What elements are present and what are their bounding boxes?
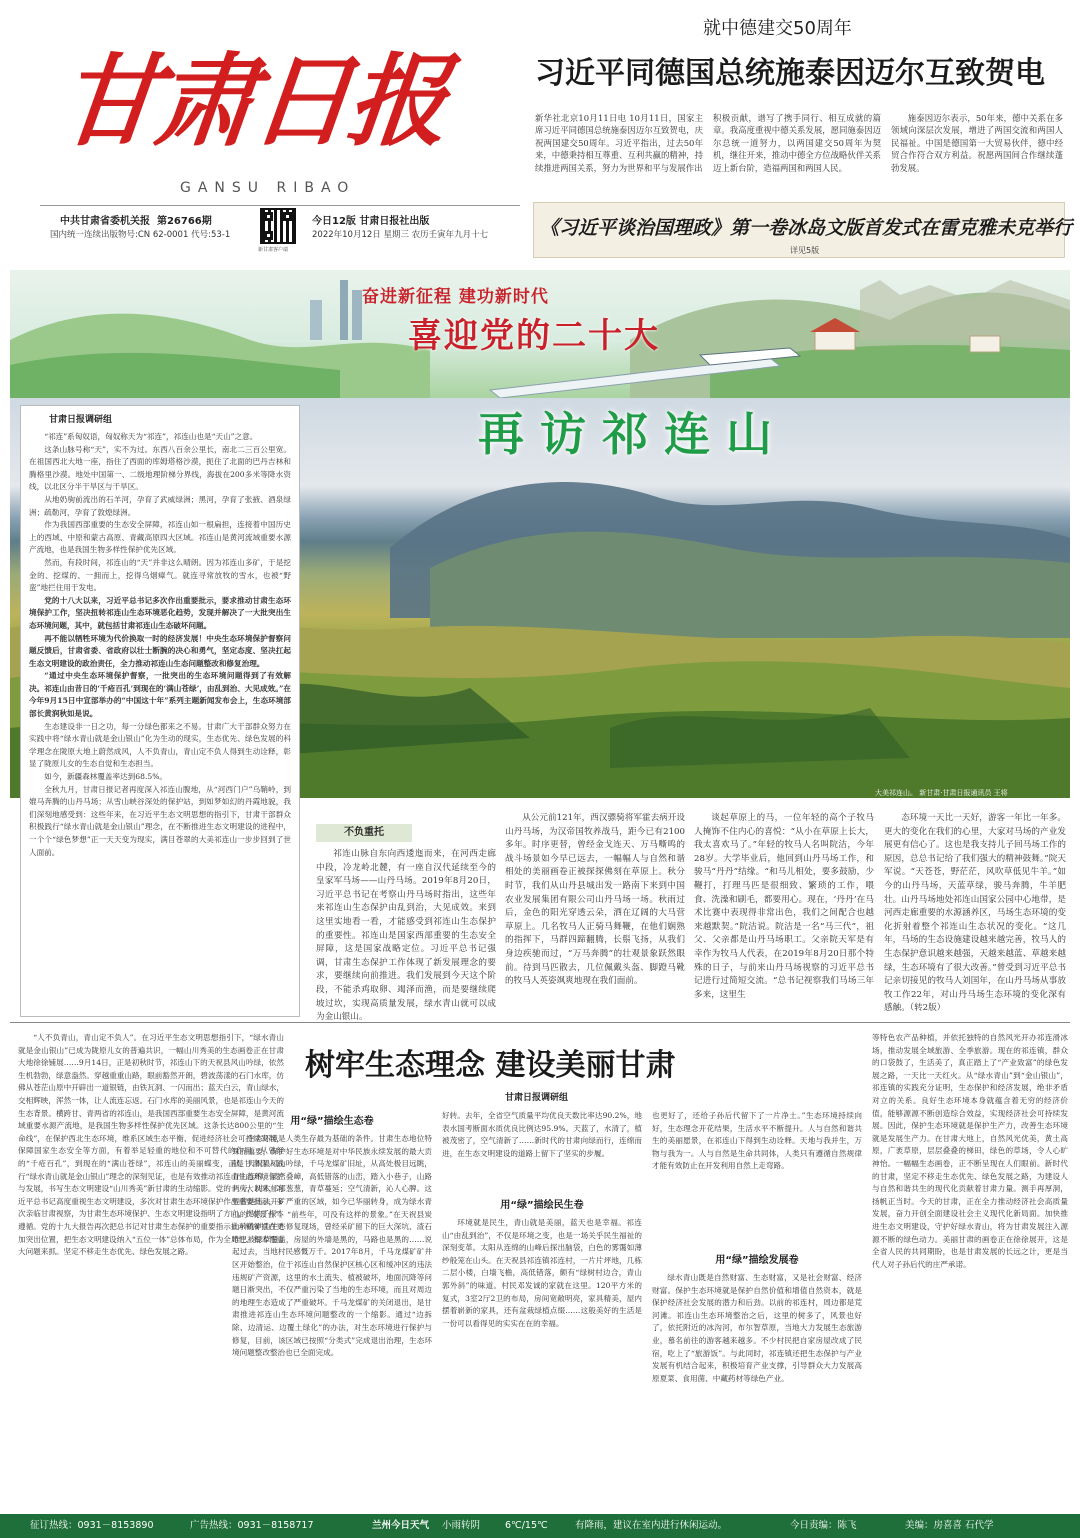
feature-subhead bbox=[316, 824, 412, 842]
cn-code: 国内统一连续出版物号:CN 62-0001 代号:53-1 bbox=[50, 230, 231, 240]
subhead-label: 不负重托 bbox=[344, 827, 384, 838]
section-divider bbox=[10, 1022, 1070, 1023]
weather-condition: 小雨转阴 bbox=[442, 1520, 481, 1531]
col3-text bbox=[442, 1217, 642, 1507]
org-name: 中共甘肃省委机关报 bbox=[60, 216, 150, 227]
photo-caption: 大美祁连山。 新甘肃·甘肃日报通讯员 王将 bbox=[875, 789, 1008, 797]
top-story-text-3: 施泰因迈尔表示，50年来，德中关系在多领域向深层次发展，增进了两国交流和两国人民福祉。中国是德国第一大贸易伙伴，德中经贸合作符合双方利益。祝愿两国间合作继续蓬勃发展。 bbox=[891, 113, 1063, 173]
top-story-col3 bbox=[891, 112, 1063, 192]
feature-col4 bbox=[884, 812, 1066, 1015]
feature-col2 bbox=[505, 812, 685, 1015]
lower-right-text: 等特色农产品种植，并依托独特的自然风光开办祁连滑冰场，推动发展全域旅游、全季旅游。现在的祁连镇，群众的口袋鼓了，生活美了，真正踏上了“产业致富”的绿色发展之路，一天比一天红火。从“绿水青山”到“金山银山”，祁连镇的实践充分证明，生态保护和经济发展，绝非矛盾对立的关系。良好生态环境本身就蕴含着无穷的经济价值，能够源源不断创造综合效益，实现经济社会可持续发展。因此，保护生态环境就是保护生产力，改善生态环境就是发展生产力。在甘肃大地上，自然风光优美，黄土高原，广袤草原，层层叠叠的梯田，绿色的草场，令人心旷神怡。一幅幅生态画卷，正不断呈现在人们眼前。新时代的甘肃，坚定不移走生态优先、绿色发展之路，为建设人与自然和谐共生的现代化贡献着甘肃力量。测手再厚洞，扬帆正当时。今天的甘肃，正在全力推动经济社会高质量发展，奋力开创全面建设社会主义现代化新局面。加快推进生态文明建设，守护好绿水青山，将为甘肃发展注入源源不断的绿色动力。美丽甘肃的画卷正在徐徐展开，这是全省人民的共同期盼，也是甘肃发展的长远之计，更是当代人对子孙后代的庄严承诺。 bbox=[872, 1033, 1068, 1269]
intro-para-4: 作为我国西部重要的生态安全屏障，祁连山如一根扁担，连接着中国历史上的西域、中原和蒙古高原、青藏高原四大区域。祁连山是黄河流域重要水源产流地，也是我国生物多样性保护优先区域。 bbox=[29, 520, 291, 555]
col3-top-para: 好转。去年，全省空气质量平均优良天数比率达90.2%，地表水国考断面水质优良比例达95.9%。天蓝了，水清了，植被茂密了，空气清新了……新时代的甘肃向绿而行，连绵而进，在生态文明建设的道路上留下了坚实的步履。 bbox=[442, 1111, 642, 1158]
ad-hotline: 广告热线：0931－8158717 bbox=[190, 1520, 314, 1531]
editor: 今日责编：陈飞 bbox=[790, 1520, 857, 1531]
intro-para-8: “通过中央生态环境保护督察，一批突出的生态环境问题得到了有效解决。祁连山由昔日的‘千疮百孔’到现在的‘满山苍绿’，由乱到治、大见成效。”在今年9月15日中宣部举办的“中国这十年”系列主题新闻发布会上，生态环境部部长黄润秋如是说。 bbox=[29, 671, 291, 719]
issue-number: 第26766期 bbox=[156, 216, 212, 227]
intro-para-5: 然而，有段时间，祁连山的“天”并非这么晴朗。因为祁连山多矿，于是挖金的、挖煤的、一拥而上，挖得乌烟瘴气。就连寻常放牧的雪水，也被“野蛮”地拦住用于发电。 bbox=[29, 557, 291, 593]
lower-byline: 甘肃日报调研组 bbox=[505, 1093, 569, 1103]
intro-para-7: 再不能以牺牲环境为代价换取一时的经济发展！中央生态环境保护督察问题反馈后，甘肃省委、省政府以壮士断腕的决心和勇气，坚定态度、坚决扛起生态文明建设的政治责任，全力推动祁连山生态问题整改和修复治理。 bbox=[29, 633, 291, 668]
col2-text bbox=[232, 1133, 432, 1505]
lower-col4 bbox=[652, 1110, 862, 1510]
weather-label: 兰州今日天气 bbox=[372, 1520, 430, 1531]
lower-headline[interactable]: 树牢生态理念 建设美丽甘肃 bbox=[305, 1048, 676, 1083]
feature-byline: 甘肃日报调研组 bbox=[49, 415, 113, 425]
col4-top-para: 也更好了，还给子孙后代留下了一片净土。”生态环境持续向好，生态理念开花结果，生活水平不断提升。人与自然和谐共生的美丽愿景，在祁连山下得到生动诠释。天地与我并生，万物与我为一。人与自然是生命共同体，人类只有遵循自然规律才能有效防止在开发利用自然上走弯路。 bbox=[652, 1111, 862, 1171]
top-story bbox=[535, 0, 1070, 200]
second-story-ref: 详见5版 bbox=[790, 246, 820, 255]
feature-text-2: 从公元前121年，西汉骠骑将军霍去病开设山丹马场，为汉帝国牧养战马，距今已有2100多年。时序更替，曾经金戈连天、万马嘶鸣的战斗场景如今早已远去，一幅幅人与自然和谐相处的美丽画卷正被探探佛刻在草原上。秋分时节，我们从山丹县城出发一路南下来到中国农业发展集团有限公司山丹马场一场。秋雨过后，金色的阳光穿透云朵，洒在辽阔的大马营草原上。几名牧马人正骑马舞鞭，在他们娴熟的指挥下，马群四蹄翻腾，长鬃飞扬，从我们身边疾驰而过，“万马奔腾”的壮观景象跃然眼前。待到马匹散去，几位佩戴头盔、脚蹬马靴的牧马人英姿飒爽地现在我们面前。 bbox=[505, 813, 685, 987]
top-story-headline[interactable]: 习近平同德国总统施泰因迈尔互致贺电 bbox=[535, 56, 1045, 91]
subscription-hotline: 征订热线：0931－8153890 bbox=[30, 1520, 154, 1531]
top-story-kicker: 就中德建交50周年 bbox=[703, 18, 852, 39]
party-banner bbox=[10, 270, 1070, 398]
masthead bbox=[0, 0, 530, 265]
feature-intro-text bbox=[29, 431, 291, 1009]
intro-para-9: 生态建设非一日之功，每一分绿色都来之不易。甘肃广大干部群众努力在实践中将“绿水青山就是金山银山”化为生动的现实，生态优先、绿色发展的科学理念在陇原大地上蔚然成风，人不负青山，青山定不负人得到生动诠释，彰显了陇原儿女的生态自觉和生态担当。 bbox=[29, 721, 291, 769]
intro-para-6: 党的十八大以来，习近平总书记多次作出重要批示，要求推动甘肃生态环境保护工作，坚决扭转祁连山生态环境恶化趋势，发现并解决了一大批突出生态环境问题，其中，就包括甘肃祁连山生态破坏问题。 bbox=[29, 595, 291, 630]
banner-slogan: 奋进新征程 建功新时代 bbox=[362, 287, 549, 307]
intro-para-11: 全秋九月，甘肃日报记者再度深入祁连山腹地，从“河西门户”乌鞘岭，到媲马奔腾的山丹马场；从雪山峡谷深处的保护站，到如梦如幻的丹霞地貌，我们深刻地感受到：这些年来，在习近平生态文明思想的指引下，甘肃干部群众积极践行“绿水青山就是金山银山”理念，在不断推进生态文明建设的进程中，一个个“绿色梦想”正一天天变为现实，满目苍翠的大美祁连山一步步回到了世人面前。 bbox=[29, 784, 291, 857]
qr-label: 新甘肃客户端 bbox=[258, 247, 289, 253]
feature-intro-box bbox=[20, 405, 300, 1017]
masthead-title: 甘肃日报 bbox=[53, 42, 451, 160]
second-story[interactable] bbox=[533, 202, 1073, 258]
second-story-headline: 《习近平谈治国理政》第一卷冰岛文版首发式在雷克雅未克举行 bbox=[540, 217, 1073, 239]
issue-date: 2022年10月12日 星期三 农历壬寅年九月十七 bbox=[312, 230, 489, 240]
intro-para-2: 这条山脉号称“天”，实不为过。东西八百余公里长，南北二三百公里宽。在祖国西北大地一座，指住了西面的库姆塔格沙漠，扼住了北面的巴丹吉林和腾格里沙漠。地处中国第一、二级地理阶梯分界线，海拔在200多米等降水资线，以北区分半干旱区与干旱区。 bbox=[29, 444, 291, 492]
feature-col3 bbox=[694, 812, 874, 1015]
masthead-divider bbox=[40, 205, 520, 206]
feature-text-1: 祁连山脉自东向西逶迤而来，在河西走廊中段，冷龙岭北麓，有一座自汉代延续至今的皇家军马场——山丹马场。2019年8月20日，习近平总书记在考察山丹马场时指出，这些年来祁连山生态保护由乱到治，大见成效。来到这里实地看一看，才能感受到祁连山生态保护的重要性。祁连山是国家西部重要的生态安全屏障，这是国家战略定位。习近平总书记强调，甘肃生态保护工作体现了新发展理念的要求，要继续向前推进。我们发展到今天这个阶段，不能杀鸡取卵、竭泽而渔，而是要继续爬坡过坎，实现高质量发展，绿水青山就可以成为金山银山。 bbox=[316, 849, 496, 1023]
intro-para-3: 从地奶驹前流出的石羊河，孕育了武威绿洲；黑河，孕育了张掖、酒泉绿洲；疏勒河，孕育了敦煌绿洲。 bbox=[29, 494, 291, 517]
col4-top-text bbox=[652, 1110, 862, 1245]
top-story-col1 bbox=[535, 112, 703, 192]
col3-para: 环境就是民生，青山就是美丽，蓝天也是幸福。祁连山“由乱到治”，不仅是环境之变，也是一场关乎民生福祉的深刻变革。太阳从连绵的山峰后探出脑袋，白色的雾霭如薄纱般笼在山头。在天祝县祁连镇祁连村，一片片坪地，几栋二层小楼，白墙飞檐，高低错落，颇有“绿树村边合，青山郭外斜”的味道。村民邓发诚的家就在这里。120平方米的复式，3室2厅2卫的布局，房间宽敞明亮，家具精美，屋内摆着崭新的家具，还有盆栽绿植点缀……这般美好的生活是一份可以看得见的实实在在的幸福。 bbox=[442, 1218, 642, 1328]
col2-para: 生态环境是人类生存最为基础的条件。甘肃生态地位特殊而重要，保护好生态环境是对中华民族永续发展的最大贡献。天祝县风山吟绿，千马龙煤矿旧址，从高处极目远眺，青山连绵，层峦叠嶂，高低错落的山峦，踏入小巷子，山路两旁，树木郁郁葱葱，青草蔓延；空气清新，沁人心脾。这里曾是违法开矿严重的区域，如今已华丽转身，成为绿水青山的“观景台”。“前些年，可没有这样的景象。”在天祝县炭山岭的矿山生态修复现场，曾经采矿留下的巨大深坑、渣石堆已被绿草覆盖，房屋的外墙是黑的，马路也是黑的……说起过去，当地村民感慨万千。2017年8月，千马龙煤矿矿井区开始整治，位于祁连山自然保护区核心区和缓冲区的违法违规矿产资源，这里的水土流失、植被破坏，地面沉降等问题日渐突出，不仅严重污染了当地的生态环境，而且对周边的地理生态造成了严重破坏。千马龙煤矿的关闭退出，是甘肃推进祁连山生态环境问题整改的一个缩影。通过“边拆除、边清运、边覆土绿化”的办法，对生态环境进行保护与修复，目前，该区域已按照“分类式”完成退出治理，生态环境问题整改整治也已全面完成。 bbox=[232, 1134, 432, 1358]
top-story-text-2: 积极贡献，谱写了携手同行、相互成就的篇章。我高度重视中德关系发展，愿同施泰因迈尔总统一道努力，以两国建交50周年为契机，继往开来，推动中德全方位战略伙伴关系迈上新台阶，造福两国和两国人民。 bbox=[713, 113, 881, 173]
col3-head: 用“绿”描绘民生卷 bbox=[500, 1200, 584, 1211]
col2-head: 用“绿”描绘生态卷 bbox=[290, 1116, 374, 1127]
weather-temp: 6℃/15℃ bbox=[505, 1520, 548, 1531]
lower-col2 bbox=[232, 1110, 432, 1510]
masthead-org bbox=[60, 212, 212, 227]
designers: 美编：房喜喜 石代学 bbox=[905, 1520, 994, 1531]
feature-col1 bbox=[316, 848, 496, 1023]
col4-head: 用“绿”描绘发展卷 bbox=[715, 1255, 799, 1266]
pages-info: 今日12版 甘肃日报社出版 bbox=[312, 216, 430, 227]
col4-text bbox=[652, 1272, 862, 1507]
lower-right-col bbox=[872, 1032, 1068, 1507]
top-story-col2 bbox=[713, 112, 881, 192]
lower-left-text: “人不负青山，青山定不负人”。在习近平生态文明思想指引下，“绿水青山就是金山银山”已成为陇原儿女的普遍共识，一幅山川秀美的生态画卷正在甘肃大地徐徐铺展……9月14日，正是初秋时节，祁连山下的天祝县风山吟绿，依然生机勃勃，绿意盎然。穿越重重山路，眼前豁然开朗，碧波荡漾的石门水库，仿佛从苍茫山原中开辟出一道银链，由铁瓦洞、一闪而出；蓝天白云，青山绿水，交相辉映，浑然一体，让人流连忘返。石门水库的美丽风景，也是祁连山今天的生态背景。横跨甘、青两省的祁连山，是我国西部重要生态安全屏障，是黄河流域重要水源产流地，是我国生物多样性保护优先区域。这条长达800公里的“生命线”，在保护西北生态环境，维系区域生态平衡、促进经济社会可持续发展，保障国家生态安全等方面，有着举足轻重的地位和不可替代的作用。从曾经的“千疮百孔”，到现在的“满山苍绿”，祁连山的美丽蝶变，正是甘肃深入践行“绿水青山就是金山银山”理念的深刻见证，也是有效推动祁连山生态环境保护与发展，书写生态文明建设“山川秀美”新甘肃的生动缩影。党的十八大以来，习近平总书记高度重视生态文明建设，多次对甘肃生态环境保护作出重要批示，多次亲临甘肃视察，为甘肃生态环境保护、生态文明建设指明了方向，提供了根本遵循。党的十九大报告再次把总书记对甘肃生态保护的重要指示批示精神摆在更加突出位置，把生态文明建设纳入“五位一体”总体布局，作为全局性、根本性重大问题来抓。坚定不移走生态优先、绿色发展之路。 bbox=[18, 1033, 284, 1257]
masthead-pinyin: GANSU RIBAO bbox=[180, 180, 356, 196]
weather-note: 有降雨，建议在室内进行休闲运动。 bbox=[575, 1520, 728, 1531]
feature-text-4: 态环境一天比一天好，游客一年比一年多。更大的变化在我们的心里，大家对马场的产业发展更有信心了。这也是我支持儿子回马场工作的原因，总总书记给了我们强大的精神鼓舞。”院天军说。“天苍苍，野茫茫，风吹草低见牛羊。”如今的山丹马场，天蓝草绿，骏马奔腾，牛羊肥壮。山丹马场地处祁连山国家公园中心地带，是河西走廊重要的水源涵养区，马场生态环境的变化折射着整个祁连山生态状况的变化。“这几年，马场的生态设施建设越来越完善，牧马人的生态保护意识越来越强，天越来越蓝、草越来越绿，生态环境有了很大改善。”曾受到习近平总书记亲切接见的牧马人刘国年，在山丹马场从事放牧工作22年，对山丹马场生态环境的变化深有感触。（转2版） bbox=[884, 813, 1066, 1014]
intro-para-10: 如今，新疆森林覆盖率达到68.5%。 bbox=[44, 772, 168, 782]
banner-title: 喜迎党的二十大 bbox=[408, 316, 660, 356]
feature-text-3: 谈起草原上的马，一位年轻的高个子牧马人掩饰不住内心的喜悦：“从小在草原上长大，我太喜欢马了。”年轻的牧马人名叫院洁，今年28岁。大学毕业后，他回到山丹马场工作，和骏马“丹丹”结缘。“和马儿相处，要多鼓励，少鞭打，打理马匹是很细致、繁琐的工作，喂食、洗澡和刷毛，都要用心。现在，‘丹丹’在马术比赛中表现得非常出色，我们之间配合也越来越默契。”院洁说。院洁是一名“马三代”，祖父、父亲都是山丹马场职工。父亲院天军是有幸作为牧马人代表，在2019年8月20日那个特殊的日子，与前来山丹马场视察的习近平总书记进行过简短交流。“总书记视察我们马场三年多来，这里生 bbox=[694, 813, 874, 1000]
col4-para: 绿水青山既是自然财富、生态财富，又是社会财富、经济财富。保护生态环境就是保护自然价值和增值自然资本，就是保护经济社会发展的潜力和后劲。以前的祁连村，周边都是荒河滩。祁连山生态环境整治之后，这里的树多了，风景也好了，依托附近的冰沟河，布尔智草原，当地大力发展生态旅游业，慕名前往的游客越来越多。不少村民把自家房屋改成了民宿，吃上了“旅游饭”。与此同时，祁连镇还把生态保护与产业发展有机结合起来，积极培育产业支撑，引导群众大力发展高原夏菜、食用菌、中藏药材等绿色产业。 bbox=[652, 1273, 862, 1383]
footer-bar bbox=[0, 1514, 1080, 1538]
qr-code[interactable] bbox=[260, 208, 296, 244]
feature-title: 再访祁连山 bbox=[478, 407, 788, 461]
col3-top-text bbox=[442, 1110, 642, 1190]
lower-col3 bbox=[442, 1110, 642, 1510]
intro-para-1: “祁连”系匈奴语，匈奴称天为“祁连”，祁连山也是“天山”之意。 bbox=[44, 432, 258, 441]
top-story-text-1: 新华社北京10月11日电 10月11日，国家主席习近平同德国总统施泰因迈尔互致贺电，庆祝两国建交50周年。习近平指出，过去50年来，中德秉持相互尊重、互利共赢的精神，持续推进两国关系，努力为世界和平与发展作出 bbox=[535, 113, 703, 173]
